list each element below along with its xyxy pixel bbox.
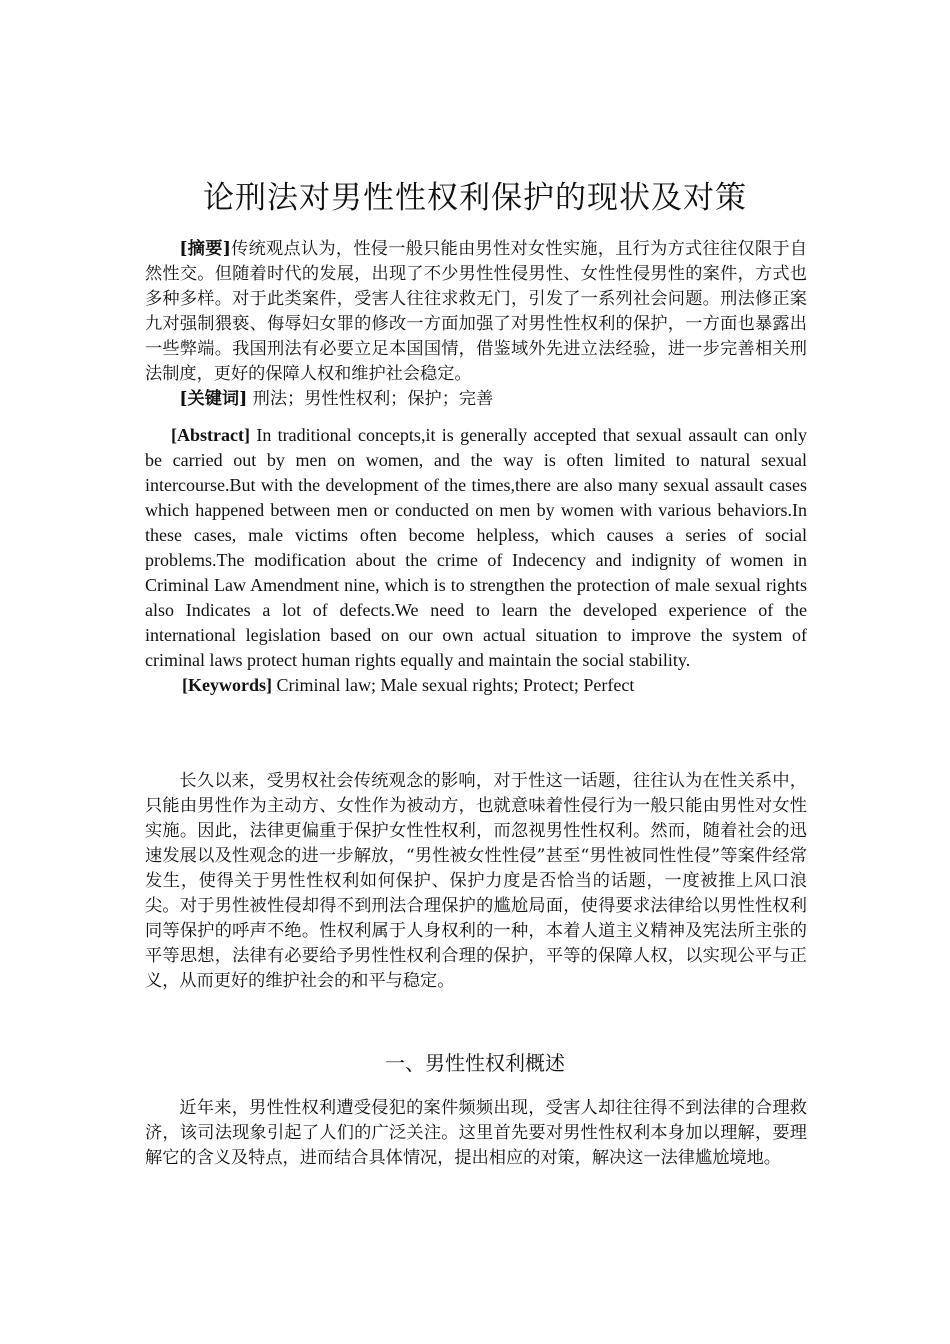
paper-title: 论刑法对男性性权利保护的现状及对策 — [203, 180, 747, 216]
abstract-zh — [145, 237, 807, 387]
keywords-en-text: Criminal law; Male sexual rights; Protect; Perfect — [271, 675, 635, 695]
abstract-en-text: In traditional concepts,it is generally accepted that sexual assault can only be carried out by men on women, and the way is often limited to natural sexual intercourse.But with the development of the times,there are also many sexual assault cases which happened between men or conducted on men by women with various behaviors.In these cases, male victims often become helpless, which causes a series of social problems.The modification about the crime of Indecency and indignity of women in Criminal Law Amendment nine, which is to strengthen the protection of male sexual rights also Indicates a lot of defects.We need to learn the developed experience of the international legislation based on our own actual situation to improve the system of criminal laws protect human rights equally and maintain the social stability. — [145, 425, 807, 670]
intro-block — [145, 769, 807, 994]
abstract-en — [145, 423, 807, 673]
intro-paragraph: 长久以来，受男权社会传统观念的影响，对于性这一话题，往往认为在性关系中，只能由男性作为主动方、女性作为被动方，也就意味着性侵行为一般只能由男性对女性实施。因此，法律更偏重于保护女性性权利，而忽视男性性权利。然而，随着社会的迅速发展以及性观念的进一步解放，“男性被女性性侵”甚至“男性被同性性侵”等案件经常发生，使得关于男性性权利如何保护、保护力度是否恰当的话题，一度被推上风口浪尖。对于男性被性侵却得不到刑法合理保护的尴尬局面，使得要求法律给以男性性权利同等保护的呼声不绝。性权利属于人身权利的一种，本着人道主义精神及宪法所主张的平等思想，法律有必要给予男性性权利合理的保护，平等的保障人权，以实现公平与正义，从而更好的维护社会的和平与稳定。 — [145, 771, 807, 991]
keywords-en — [145, 673, 807, 698]
keywords-zh-text: 刑法；男性性权利；保护；完善 — [247, 389, 494, 409]
abstract-en-block — [145, 423, 807, 698]
section1-paragraph: 近年来，男性性权利遭受侵犯的案件频频出现，受害人却往往得不到法律的合理救济，该司法现象引起了人们的广泛关注。这里首先要对男性性权利本身加以理解，要理解它的含义及特点，进而结合具体情况，提出相应的对策，解决这一法律尴尬境地。 — [145, 1098, 807, 1168]
section1-block — [145, 1096, 807, 1171]
keywords-en-tag: [Keywords] — [182, 675, 272, 695]
keywords-zh-tag: [关键词] — [179, 389, 248, 409]
keywords-zh — [145, 387, 807, 412]
abstract-en-tag: [Abstract] — [171, 425, 250, 445]
abstract-zh-block — [145, 237, 807, 412]
section-heading: 一、男性性权利概述 — [385, 1051, 565, 1075]
abstract-zh-tag: [摘要] — [179, 239, 231, 259]
abstract-zh-text: 传统观点认为，性侵一般只能由男性对女性实施，且行为方式往往仅限于自然性交。但随着时代的发展，出现了不少男性性侵男性、女性性侵男性的案件，方式也多种多样。对于此类案件，受害人往往求救无门，引发了一系列社会问题。刑法修正案九对强制猥亵、侮辱妇女罪的修改一方面加强了对男性性权利的保护，一方面也暴露出一些弊端。我国刑法有必要立足本国国情，借鉴域外先进立法经验，进一步完善相关刑法制度，更好的保障人权和维护社会稳定。 — [145, 239, 808, 384]
